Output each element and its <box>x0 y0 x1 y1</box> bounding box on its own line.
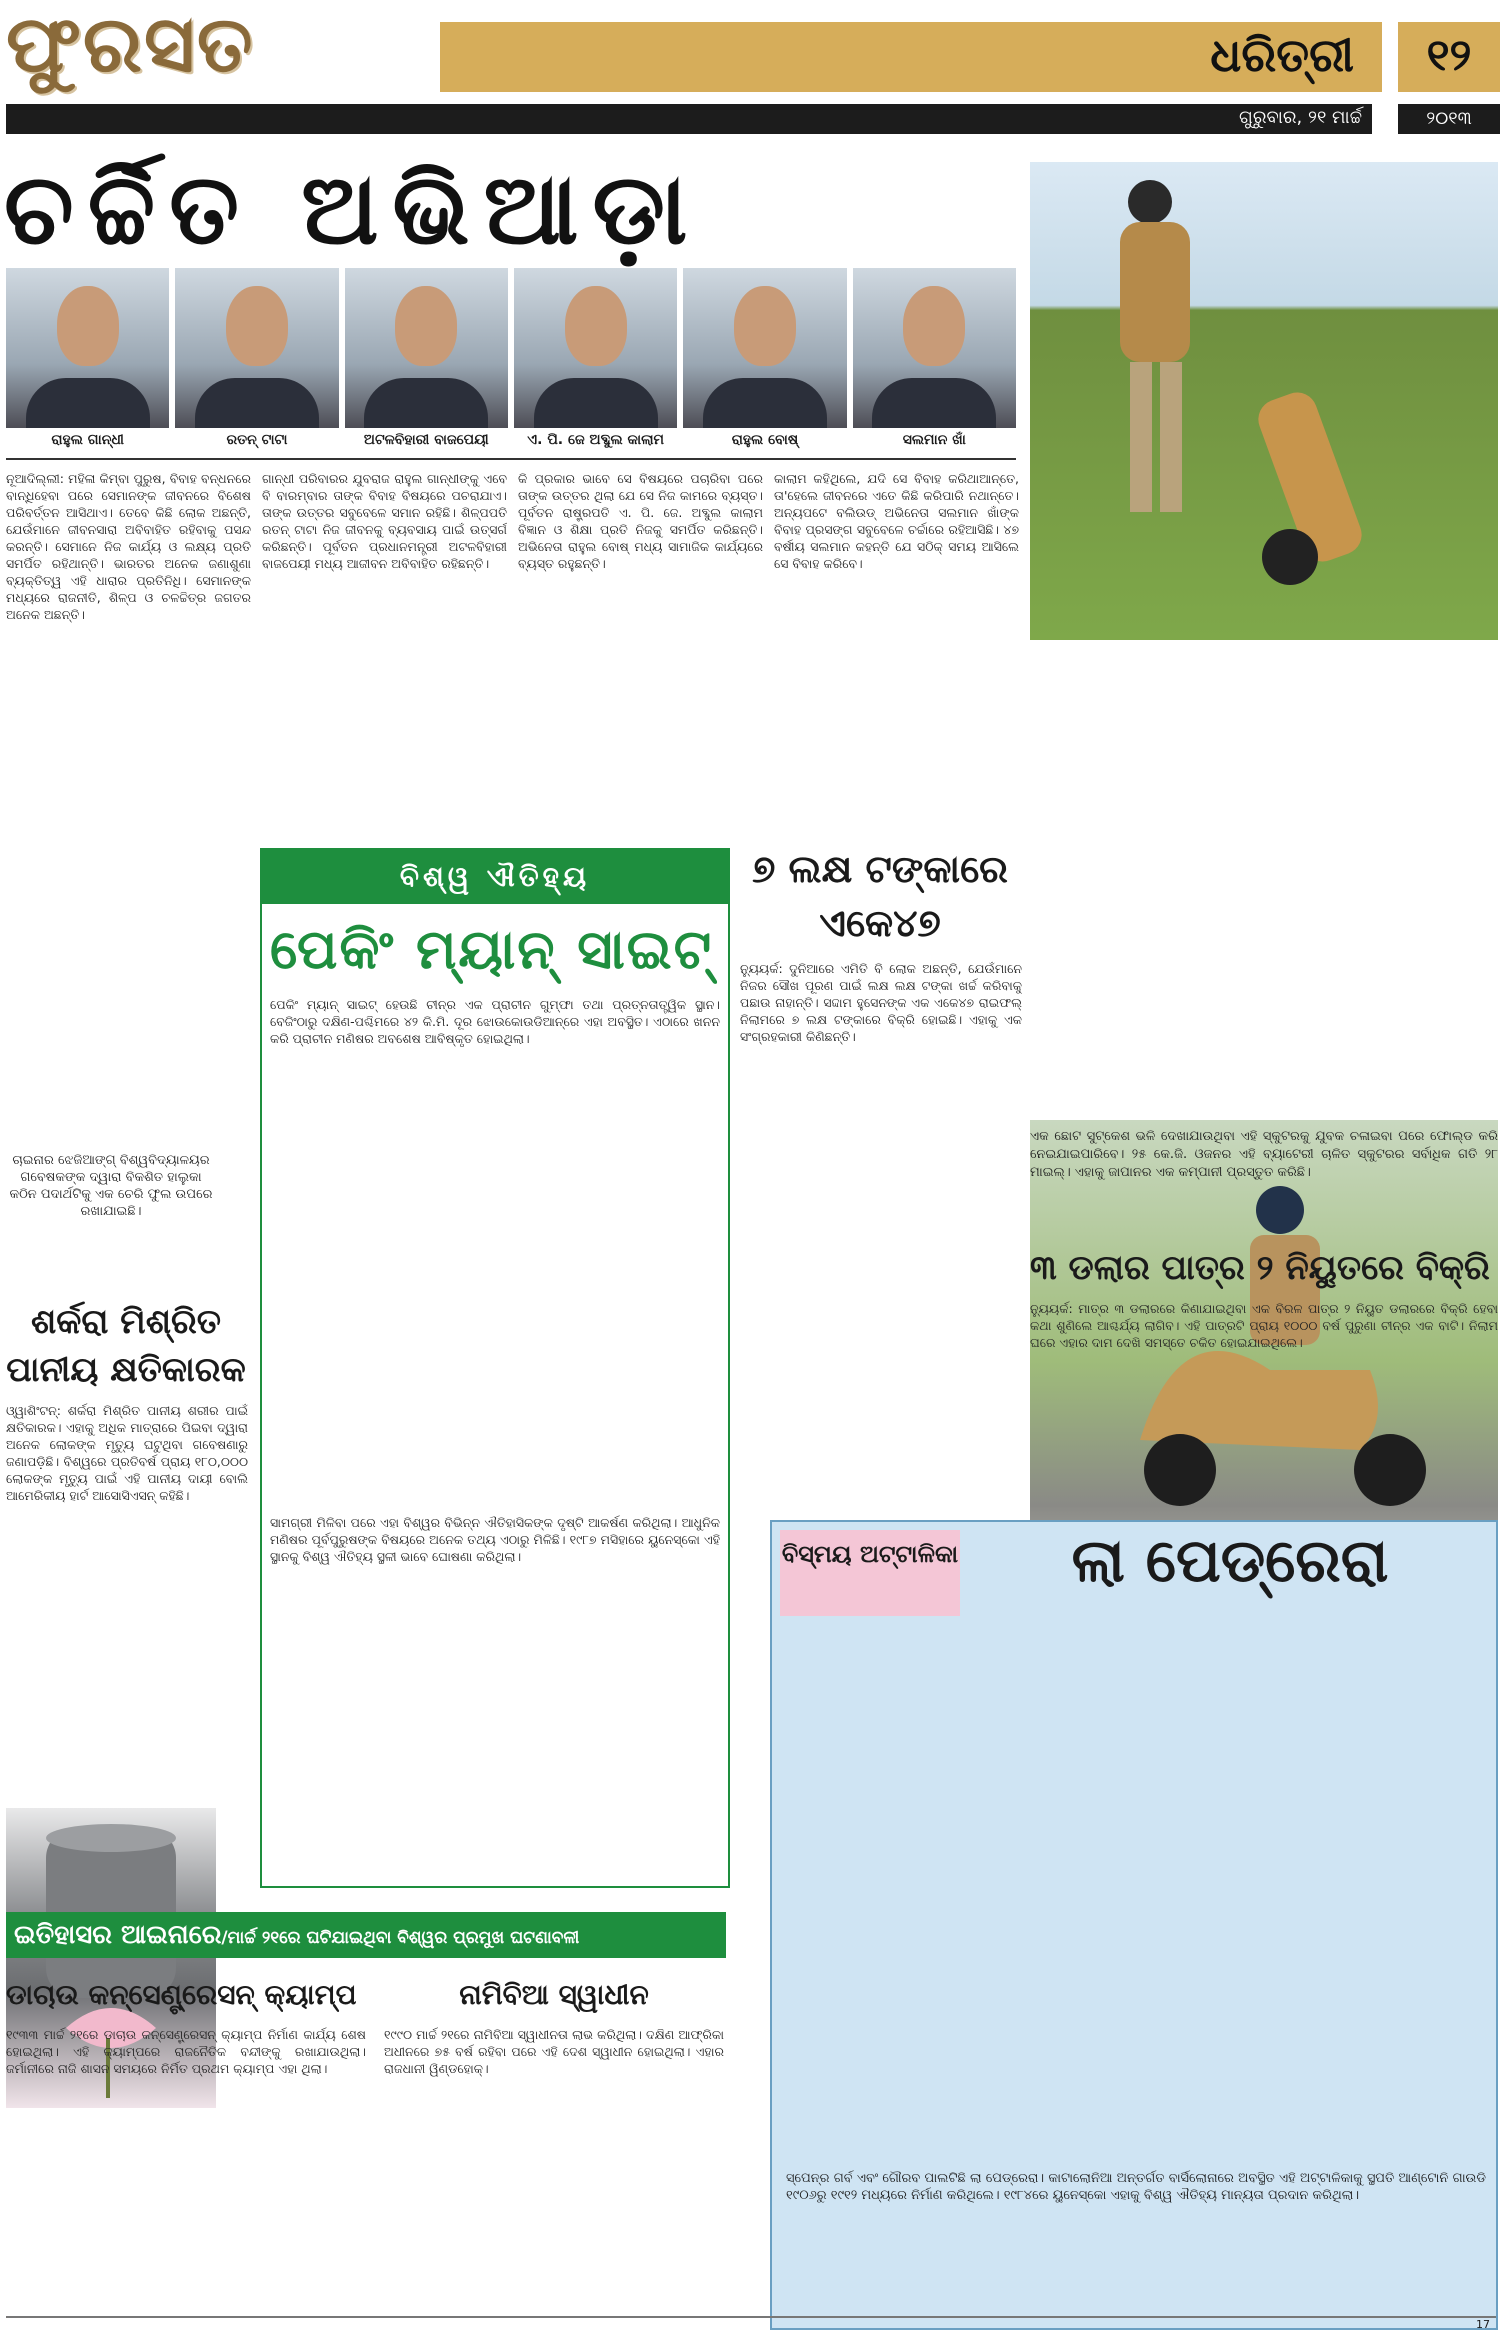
portrait-strip <box>6 268 1016 428</box>
footer-rule <box>6 2316 1496 2318</box>
portrait-captions <box>6 432 1016 448</box>
wonder-text: ସ୍ପେନ୍‌ର ଗର୍ବ ଏବଂ ଗୌରବ ପାଲଟିଛି ଲା ପେଡ୍ରେରା। କାଟାଲୋନିଆ ଅନ୍ତର୍ଗତ ବାର୍ସିଲୋନାରେ ଅବସ୍ଥିତ ଏହି ଅଟ୍ଟାଳିକାକୁ ସ୍ଥପତି ଆଣ୍ଟୋନି ଗାଉଡି ୧୯୦୬ରୁ ୧୯୧୨ ମଧ୍ୟରେ ନିର୍ମାଣ କରିଥିଲେ। ୧୯୮୪ରେ ୟୁନେସ୍କୋ ଏହାକୁ ବିଶ୍ୱ ଐତିହ୍ୟ ମାନ୍ୟତା ପ୍ରଦାନ କରିଥିଲା। <box>786 2171 1486 2203</box>
namibia-text: ୧୯୯୦ ମାର୍ଚ୍ଚ ୨୧ରେ ନାମିବିଆ ସ୍ୱାଧୀନତା ଲାଭ କରିଥିଲା। ଦକ୍ଷିଣ ଆଫ୍ରିକା ଅଧୀନରେ ୭୫ ବର୍ଷ ରହିବା ପରେ ଏହି ଦେଶ ସ୍ୱାଧୀନ ହୋଇଥିଲା। ଏହାର ରାଜଧାନୀ ୱିଣ୍ଡହୋକ୍। <box>384 2027 724 2076</box>
heritage-text-1: ପେକିଂ ମ୍ୟାନ୍ ସାଇଟ୍ ହେଉଛି ଚୀନ୍‌ର ଏକ ପ୍ରାଚୀନ ଗୁମ୍ଫା ତଥା ପ୍ରତ୍ନତାତ୍ତ୍ୱିକ ସ୍ଥାନ। ବେଜିଂଠାରୁ ଦକ୍ଷିଣ-ପଶ୍ଚିମରେ ୪୨ କି.ମି. ଦୂର ଝୋଉକୋଉଡିଆନ୍‌ରେ ଏହା ଅବସ୍ଥିତ। ଏଠାରେ ଖନନ କରି ପ୍ରାଚୀନ ମଣିଷର ଅବଶେଷ ଆବିଷ୍କୃତ ହୋଇଥିଲା। <box>270 997 720 1046</box>
history-bar-title: ଇତିହାସର ଆଇନାରେ <box>14 1920 222 1950</box>
page-number-box <box>1398 22 1500 92</box>
lead-column-1: ନୂଆଦିଲ୍ଲୀ: ମହିଳା କିମ୍ବା ପୁରୁଷ, ବିବାହ ବନ୍ଧନରେ ବାନ୍ଧିହେବା ପରେ ସେମାନଙ୍କ ଜୀବନରେ ବିଶେଷ ପରିବର୍ତ୍ତନ ଆସିଥାଏ। ତେବେ କିଛି ଲୋକ ଅଛନ୍ତି, ଯେଉଁମାନେ ଜୀବନସାରା ଅବିବାହିତ ରହିବାକୁ ପସନ୍ଦ କରନ୍ତି। ସେମାନେ ନିଜ କାର୍ଯ୍ୟ ଓ ଲକ୍ଷ୍ୟ ପ୍ରତି ସମର୍ପିତ ରହିଥାନ୍ତି। ଭାରତର ଅନେକ ଜଣାଶୁଣା ବ୍ୟକ୍ତିତ୍ୱ ଏହି ଧାରାର ପ୍ରତିନିଧି। ସେମାନଙ୍କ ମଧ୍ୟରେ ରାଜନୀତି, ଶିଳ୍ପ ଓ ଚଳଚ୍ଚିତ୍ର ଜଗତର ଅନେକ ଅଛନ୍ତି। <box>6 471 251 622</box>
lead-headline: ଚର୍ଚ୍ଚିତ ଅଭିଆଡ଼ା <box>4 152 702 267</box>
portrait-caption: ଏ. ପି. ଜେ ଅବ୍ଦୁଲ କାଲାମ <box>527 432 664 448</box>
ak47-text: ନ୍ୟୁୟର୍କ: ଦୁନିଆରେ ଏମିତି ବି ଲୋକ ଅଛନ୍ତି, ଯେଉଁମାନେ ନିଜର ସୌଖ ପୂରଣ ପାଇଁ ଲକ୍ଷ ଲକ୍ଷ ଟଙ୍କା ଖର୍ଚ୍ଚ କରିବାକୁ ପଛାଉ ନାହାନ୍ତି। ସଦ୍ଦାମ ହୁସେନଙ୍କ ଏକ ଏକେ୪୭ ରାଇଫଲ୍ ନିଲାମରେ ୭ ଲକ୍ଷ ଟଙ୍କାରେ ବିକ୍ରି ହୋଇଛି। ଏହାକୁ ଏକ ସଂଗ୍ରହକାରୀ କିଣିଛନ୍ତି। <box>740 961 1022 1044</box>
portrait-caption: ସଲମାନ ଖାଁ <box>902 432 966 448</box>
history-section-bar <box>6 1912 726 1958</box>
dachau-headline: ଡାଚାଉ କନ୍‌ସେଣ୍ଟ୍ରେସନ୍ କ୍ୟାମ୍ପ <box>6 1978 357 2011</box>
history-bar-subtitle: /ମାର୍ଚ୍ଚ ୨୧ରେ ଘଟିଯାଇଥିବା ବିଶ୍ୱର ପ୍ରମୁଖ ଘଟଣାବଳୀ <box>221 1928 580 1948</box>
portrait-photo <box>6 268 169 428</box>
portrait-caption: ରାହୁଲ ଗାନ୍ଧୀ <box>51 432 124 448</box>
date-bar <box>6 104 1372 134</box>
namibia-headline: ନାମିବିଆ ସ୍ୱାଧୀନ <box>459 1978 649 2011</box>
sugar-drink-headline: ଶର୍କରା ମିଶ୍ରିତ ପାନୀୟ କ୍ଷତିକାରକ <box>6 1302 246 1390</box>
heritage-headline: ପେକିଂ ମ୍ୟାନ୍ ସାଇଟ୍ <box>270 918 714 981</box>
portrait-photo <box>683 268 846 428</box>
aerogel-caption: ଚାଇନାର ଝେଜିଆଙ୍ଗ୍ ବିଶ୍ୱବିଦ୍ୟାଳୟର ଗବେଷକଙ୍କ ଦ୍ୱାରା ବିକଶିତ ହାଲୁକା କଠିନ ପଦାର୍ଥଟିକୁ ଏକ ଚେରି ଫୁଲ ଉପରେ ରଖାଯାଇଛି। <box>9 1153 213 1219</box>
portrait-photo <box>345 268 508 428</box>
lead-column-4: କାଲାମ କହିଥିଲେ, ଯଦି ସେ ବିବାହ କରିଥାଆନ୍ତେ, ତା'ହେଲେ ଜୀବନରେ ଏତେ କିଛି କରିପାରି ନଥାନ୍ତେ। ଅନ୍ୟପଟେ ବଲିଉଡ୍ ଅଭିନେତା ସଲମାନ ଖାଁଙ୍କ ବିବାହ ପ୍ରସଙ୍ଗ ସବୁବେଳେ ଚର୍ଚ୍ଚାରେ ରହିଆସିଛି। ୪୭ ବର୍ଷୀୟ ସଲମାନ କହନ୍ତି ଯେ ସଠିକ୍ ସମୟ ଆସିଲେ ସେ ବିବାହ କରିବେ। <box>774 471 1019 571</box>
portrait-photo <box>175 268 338 428</box>
folding-scooter-photo <box>1030 162 1498 640</box>
lead-column-3: କି ପ୍ରକାର ଭାବେ ସେ ବିଷୟରେ ପଚାରିବା ପରେ ତାଙ୍କ ଉତ୍ତର ଥିଲା ଯେ ସେ ନିଜ କାମରେ ବ୍ୟସ୍ତ। ପୂର୍ବତନ ରାଷ୍ଟ୍ରପତି ଏ. ପି. ଜେ. ଅବ୍ଦୁଲ କାଲାମ ବିଜ୍ଞାନ ଓ ଶିକ୍ଷା ପ୍ରତି ନିଜକୁ ସମର୍ପିତ କରିଛନ୍ତି। ଅଭିନେତା ରାହୁଲ ବୋଷ୍ ମଧ୍ୟ ସାମାଜିକ କାର୍ଯ୍ୟରେ ବ୍ୟସ୍ତ ରହୁଛନ୍ତି। <box>518 471 763 571</box>
section-bar <box>440 22 1382 92</box>
portrait-caption: ରତନ୍ ଟାଟା <box>226 432 288 448</box>
issue-date: ଗୁରୁବାର, ୨୧ ମାର୍ଚ୍ଚ <box>1239 107 1362 128</box>
portrait-caption: ରାହୁଲ ବୋଷ୍ <box>731 432 799 448</box>
ak47-headline: ୭ ଲକ୍ଷ ଟଙ୍କାରେ ଏକେ୪୭ <box>752 846 1008 945</box>
sugar-drink-text: ଓ୍ୱାଶିଂଟନ୍: ଶର୍କରା ମିଶ୍ରିତ ପାନୀୟ ଶରୀର ପାଇଁ କ୍ଷତିକାରକ। ଏହାକୁ ଅଧିକ ମାତ୍ରାରେ ପିଇବା ଦ୍ୱାରା ଅନେକ ଲୋକଙ୍କ ମୃତ୍ୟୁ ଘଟୁଥିବା ଗବେଷଣାରୁ ଜଣାପଡ଼ିଛି। ବିଶ୍ୱରେ ପ୍ରତିବର୍ଷ ପ୍ରାୟ ୧୮୦,୦୦୦ ଲୋକଙ୍କ ମୃତ୍ୟୁ ପାଇଁ ଏହି ପାନୀୟ ଦାୟୀ ବୋଲି ଆମେରିକୀୟ ହାର୍ଟ ଆସୋସିଏସନ୍ କହିଛି। <box>6 1403 248 1503</box>
portrait-caption: ଅଟଳବିହାରୀ ବାଜପେୟୀ <box>363 432 489 448</box>
issue-year: ୨୦୧୩ <box>1398 104 1500 134</box>
masthead-title: ଫୁରସତ <box>6 0 255 90</box>
bowl-auction-text: ନ୍ୟୁୟର୍କ: ମାତ୍ର ୩ ଡଲାରରେ କିଣାଯାଇଥିବା ଏକ ବିରଳ ପାତ୍ର ୨ ନିୟୁତ ଡଲାରରେ ବିକ୍ରି ହେବା କଥା ଶୁଣିଲେ ଆଶ୍ଚର୍ଯ୍ୟ ଲାଗିବ। ଏହି ପାତ୍ରଟି ପ୍ରାୟ ୧୦୦୦ ବର୍ଷ ପୁରୁଣା ଚୀନ୍‌ର ଏକ ବାଟି। ନିଲାମ ଘରେ ଏହାର ଦାମ ଦେଖି ସମସ୍ତେ ଚକିତ ହୋଇଯାଇଥିଲେ। <box>1030 1301 1498 1350</box>
heritage-text-2: ସାମଗ୍ରୀ ମିଳିବା ପରେ ଏହା ବିଶ୍ୱର ବିଭିନ୍ନ ଐତିହାସିକଙ୍କ ଦୃଷ୍ଟି ଆକର୍ଷଣ କରିଥିଲା। ଆଧୁନିକ ମଣିଷର ପୂର୍ବପୁରୁଷଙ୍କ ବିଷୟରେ ଅନେକ ତଥ୍ୟ ଏଠାରୁ ମିଳିଛି। ୧୯୮୭ ମସିହାରେ ୟୁନେସ୍କୋ ଏହି ସ୍ଥାନକୁ ବିଶ୍ୱ ଐତିହ୍ୟ ସ୍ଥଳୀ ଭାବେ ଘୋଷଣା କରିଥିଲା। <box>270 1515 720 1564</box>
wonder-box <box>770 1520 1498 2330</box>
wonder-headline: ଲା ପେଡ୍ରେରା <box>1071 1526 1389 1596</box>
wonder-tag: ବିସ୍ମୟ ଅଟ୍ଟାଳିକା <box>780 1530 960 1616</box>
portrait-photo <box>853 268 1016 428</box>
portrait-photo <box>514 268 677 428</box>
heritage-tag: ବିଶ୍ୱ ଐତିହ୍ୟ <box>262 850 728 904</box>
dachau-text: ୧୯୩୩ ମାର୍ଚ୍ଚ ୨୧ରେ ଡାଚାଉ କନ୍‌ସେଣ୍ଟ୍ରେସନ୍ କ୍ୟାମ୍ପ ନିର୍ମାଣ କାର୍ଯ୍ୟ ଶେଷ ହୋଇଥିଲା। ଏହି କ୍ୟାମ୍ପରେ ରାଜନୈତିକ ବନ୍ଦୀଙ୍କୁ ରଖାଯାଉଥିଲା। ଜର୍ମାନୀରେ ନାଜି ଶାସନ ସମୟରେ ନିର୍ମିତ ପ୍ରଥମ କ୍ୟାମ୍ପ ଏହା ଥିଲା। <box>6 2027 366 2076</box>
footer-page-ref: 17 <box>1476 2318 1490 2331</box>
lead-column-2: ଗାନ୍ଧୀ ପରିବାରର ଯୁବରାଜ ରାହୁଲ ଗାନ୍ଧୀଙ୍କୁ ଏବେ ବି ବାରମ୍ବାର ତାଙ୍କ ବିବାହ ବିଷୟରେ ପଚରାଯାଏ। ତାଙ୍କ ଉତ୍ତର ସବୁବେଳେ ସମାନ ରହିଛି। ଶିଳ୍ପପତି ରତନ୍ ଟାଟା ନିଜ ଜୀବନକୁ ବ୍ୟବସାୟ ପାଇଁ ଉତ୍ସର୍ଗ କରିଛନ୍ତି। ପୂର୍ବତନ ପ୍ରଧାନମନ୍ତ୍ରୀ ଅଟଳବିହାରୀ ବାଜପେୟୀ ମଧ୍ୟ ଆଜୀବନ ଅବିବାହିତ ରହିଛନ୍ତି। <box>262 471 507 571</box>
divider <box>6 458 1016 460</box>
page-number: ୧୨ <box>1426 30 1472 81</box>
bowl-auction-headline: ୩ ଡଲାର ପାତ୍ର ୨ ନିୟୁତରେ ବିକ୍ରି <box>1030 1248 1490 1288</box>
scooter-caption: ଏକ ଛୋଟ ସୁଟ୍‌କେଶ ଭଳି ଦେଖାଯାଉଥିବା ଏହି ସ୍କୁଟରକୁ ଯୁବକ ଚଳାଇବା ପରେ ଫୋଲ୍ଡ କରି ନେଇଯାଇପାରିବେ। ୨୫ କେ.ଜି. ଓଜନର ଏହି ବ୍ୟାଟେରୀ ଚାଳିତ ସ୍କୁଟରର ସର୍ବାଧିକ ଗତି ୨୮ ମାଇଲ୍। ଏହାକୁ ଜାପାନର ଏକ କମ୍ପାନୀ ପ୍ରସ୍ତୁତ କରିଛି। <box>1030 1129 1498 1180</box>
section-label: ଧରିତ୍ରୀ <box>1210 28 1354 82</box>
